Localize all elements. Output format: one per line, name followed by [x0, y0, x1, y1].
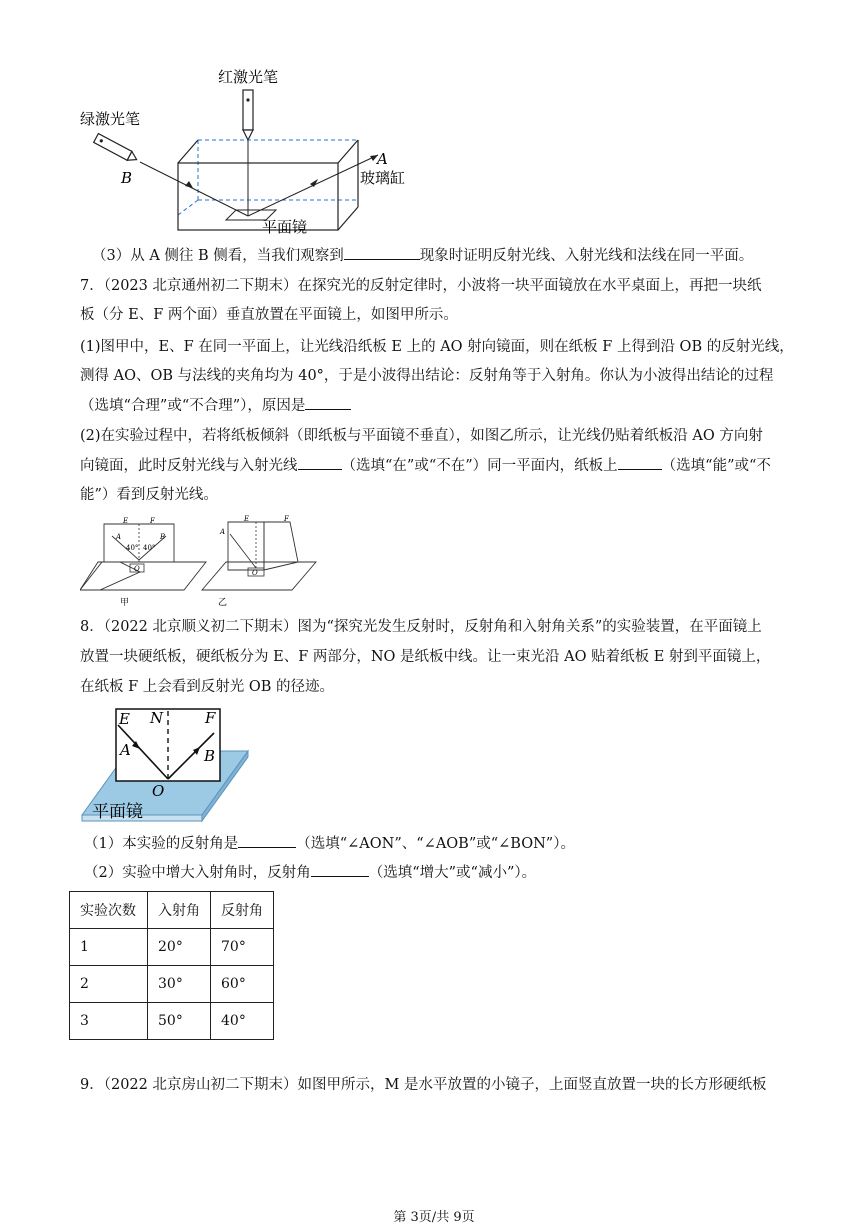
red-laser-pen — [243, 90, 253, 130]
fig8-B: B — [204, 747, 216, 765]
table-cell: 40° — [211, 1003, 274, 1040]
q7-part2-line2 — [80, 455, 771, 476]
q6-part3 — [92, 245, 753, 266]
q7-line2: 板（分 E、F 两个面）垂直放置在平面镜上，如图甲所示。 — [80, 307, 458, 323]
fig-jia-B: B — [160, 533, 166, 541]
q8-part1 — [84, 833, 575, 854]
table-cell: 3 — [70, 1003, 148, 1040]
q8-line1: 8．（2022 北京顺义初二下期末）图为“探究光发生反射时，反射角和入射角关系”的实验装置，在平面镜上 — [80, 619, 762, 635]
q9-line1: 9．（2022 北京房山初二下期末）如图甲所示，M 是水平放置的小镜子，上面竖直放置一块的长方形硬纸板 — [80, 1077, 767, 1093]
label-glass-tank: 玻璃缸 — [360, 169, 406, 187]
table-row — [70, 1003, 274, 1040]
q7-part1-line1: (1)图甲中，E、F 在同一平面上，让光线沿纸板 E 上的 AO 射向镜面，则在纸板 F 上得到沿 OB 的反射光线， — [80, 339, 794, 355]
q8-data-table — [69, 891, 274, 1040]
table-cell: 1 — [70, 929, 148, 966]
table-cell: 60° — [211, 966, 274, 1003]
q8-line3: 在纸板 F 上会看到反射光 OB 的径迹。 — [80, 679, 335, 695]
table-cell: 2 — [70, 966, 148, 1003]
q8-part2 — [84, 862, 536, 883]
green-laser-pen — [94, 134, 139, 164]
fig-jia-40a: 40° — [126, 544, 139, 552]
q7-part2-line3: 能”）看到反射光线。 — [80, 487, 218, 503]
label-red-laser: 红激光笔 — [218, 68, 279, 86]
q6-part3-text-before: （3）从 A 侧往 B 侧看，当我们观察到 — [92, 248, 344, 264]
label-point-b: B — [121, 169, 133, 187]
table-row — [70, 966, 274, 1003]
table-header-cell: 入射角 — [148, 892, 211, 929]
label-green-laser: 绿激光笔 — [80, 110, 141, 128]
answer-blank[interactable] — [305, 395, 351, 410]
figure-q8-mirror-board — [80, 705, 250, 825]
fig8-N: N — [150, 709, 164, 727]
q8-line2: 放置一块硬纸板，硬纸板分为 E、F 两部分，NO 是纸板中线。让一束光沿 AO 贴着纸板 E 射到平面镜上， — [80, 649, 771, 665]
page-number: 第 3页/共 9页 — [393, 1210, 475, 1225]
table-cell: 50° — [148, 1003, 211, 1040]
q8-part1-after: （选填“∠AON”、“∠AOB”或“∠BON”）。 — [296, 836, 575, 852]
fig-jia-caption: 甲 — [120, 598, 130, 608]
fig-yi-E: E — [244, 515, 250, 523]
table-cell: 20° — [148, 929, 211, 966]
fig8-A: A — [120, 741, 131, 759]
q7-part1-line3 — [80, 395, 351, 416]
q8-part2-before: （2）实验中增大入射角时，反射角 — [84, 865, 311, 881]
fig-yi-caption: 乙 — [218, 598, 228, 608]
fig-jia-A: A — [116, 533, 122, 541]
q8-part1-before: （1）本实验的反射角是 — [84, 836, 239, 852]
fig-yi-O: O — [252, 569, 258, 577]
table-header-row — [70, 892, 274, 929]
fig8-O: O — [152, 782, 165, 800]
q7-part2-text-c: （选填“能”或“不 — [661, 458, 771, 474]
answer-blank[interactable] — [344, 245, 420, 260]
q7-part1-text: （选填“合理”或“不合理”），原因是 — [80, 398, 306, 414]
table-cell: 30° — [148, 966, 211, 1003]
q7-part2-text-b: （选填“在”或“不在”）同一平面内，纸板上 — [341, 458, 618, 474]
fig-yi-F: F — [284, 515, 289, 523]
table-header-cell: 反射角 — [211, 892, 274, 929]
table-row — [70, 929, 274, 966]
q7-part1-line2: 测得 AO、OB 与法线的夹角均为 40°，于是小波得出结论：反射角等于入射角。你认为小波得出结论的过程 — [80, 368, 774, 384]
answer-blank[interactable] — [311, 862, 369, 877]
answer-blank[interactable] — [618, 455, 662, 470]
fig-jia-F: F — [150, 517, 155, 525]
table-header-cell: 实验次数 — [70, 892, 148, 929]
fig-yi-A: A — [220, 528, 226, 536]
q7-line1: 7．（2023 北京通州初二下期末）在探究光的反射定律时，小波将一块平面镜放在水平桌面上，再把一块纸 — [80, 278, 762, 294]
table-cell: 70° — [211, 929, 274, 966]
fig8-E: E — [119, 710, 130, 728]
q6-part3-text-after: 现象时证明反射光线、入射光线和法线在同一平面。 — [419, 248, 754, 264]
figure-q7-jia-yi — [80, 512, 320, 608]
q7-part2-line1: (2)在实验过程中，若将纸板倾斜（即纸板与平面镜不垂直），如图乙所示，让光线仍贴着纸板沿 AO 方向射 — [80, 428, 763, 444]
figure-glass-tank — [78, 60, 438, 250]
q7-part2-text-a: 向镜面，此时反射光线与入射光线 — [80, 458, 298, 474]
fig8-mirror-label: 平面镜 — [92, 802, 143, 822]
answer-blank[interactable] — [238, 833, 296, 848]
label-point-a: A — [377, 150, 388, 168]
fig-jia-40b: 40° — [143, 544, 156, 552]
q8-part2-after: （选填“增大”或“减小”）。 — [368, 865, 537, 881]
fig8-F: F — [205, 709, 216, 727]
answer-blank[interactable] — [298, 455, 342, 470]
label-mirror: 平面镜 — [262, 218, 308, 236]
fig-jia-O: O — [134, 565, 140, 573]
fig-jia-E: E — [123, 517, 129, 525]
